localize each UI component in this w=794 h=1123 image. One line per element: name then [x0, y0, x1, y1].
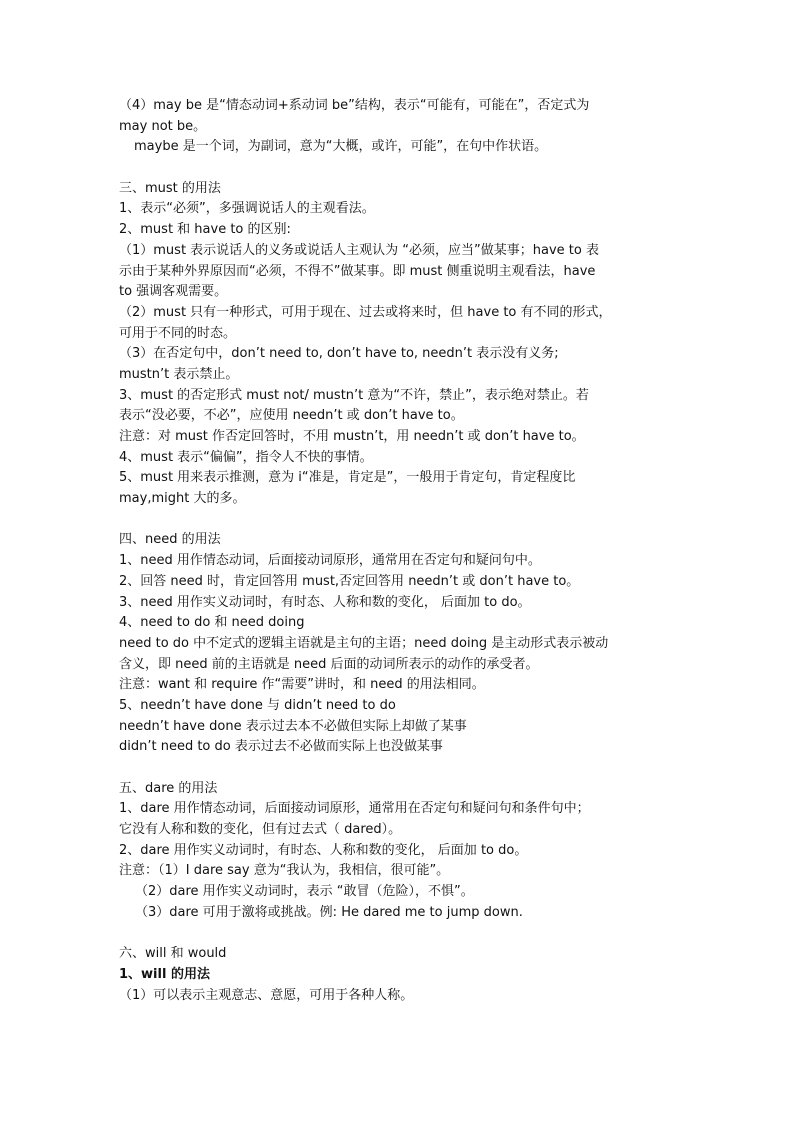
paragraph-line: needn’t have done 表示过去本不必做但实际上却做了某事 — [119, 718, 467, 734]
paragraph-line: 1、need 用作情态动词，后面接动词原形，通常用在否定句和疑问句中。 — [119, 553, 541, 569]
paragraph-line: 含义，即 need 前的主语就是 need 后面的动词所表示的动作的承受者。 — [119, 656, 539, 672]
paragraph-line: to 强调客观需要。 — [119, 284, 228, 300]
paragraph-line: 3、must 的否定形式 must not/ mustn’t 意为“不许，禁止”，表示绝对禁止。若 — [119, 387, 589, 403]
section-heading: 五、dare 的用法 — [119, 780, 218, 796]
document-page — [119, 96, 689, 1006]
paragraph-line: （1）可以表示主观意志、意愿，可用于各种人称。 — [119, 987, 414, 1003]
dare-section — [119, 779, 689, 924]
paragraph-line: 3、need 用作实义动词时，有时态、人称和数的变化， 后面加 to do。 — [119, 594, 531, 610]
paragraph-line: 4、need to do 和 need doing — [119, 615, 305, 631]
paragraph-line: （2）dare 用作实义动词时，表示 “敢冒（危险），不惧”。 — [135, 884, 474, 900]
paragraph-line: （3）dare 可用于激将或挑战。例: He dared me to jump down. — [135, 904, 523, 920]
paragraph-line: 4、must 表示“偏偏”，指令人不快的事情。 — [119, 449, 373, 465]
paragraph-line: （1）must 表示说话人的义务或说话人主观认为 “必须，应当”做某事；have to 表 — [119, 242, 599, 258]
paragraph-line: 注意：want 和 require 作“需要”讲时，和 need 的用法相同。 — [119, 677, 485, 693]
paragraph-line: 注意：（1）I dare say 意为“我认为，我相信，很可能”。 — [119, 863, 450, 879]
paragraph-line: 注意：对 must 作否定回答时，不用 mustn’t，用 needn’t 或 don’t have to。 — [119, 429, 585, 444]
paragraph-line: may not be。 — [119, 118, 207, 134]
paragraph-line: 示由于某种外界原因而“必须，不得不”做某事。即 must 侧重说明主观看法，have — [119, 263, 596, 279]
paragraph-line: （3）在否定句中，don’t need to, don’t have to, needn’t 表示没有义务; — [119, 346, 559, 362]
must-section — [119, 179, 689, 510]
paragraph-line: 5、must 用来表示推测，意为 i“准是，肯定是”，一般用于肯定句，肯定程度比 — [119, 470, 576, 486]
section-gap — [119, 510, 689, 531]
section-gap — [119, 758, 689, 779]
paragraph-line: 它没有人称和数的变化，但有过去式（ dared）。 — [119, 822, 402, 838]
paragraph-line: 5、needn’t have done 与 didn’t need to do — [119, 697, 396, 713]
paragraph-line: （4）may be 是“情态动词+系动词 be”结构，表示“可能有，可能在”，否定式为 — [119, 98, 590, 113]
will-would-section — [119, 944, 689, 1006]
paragraph-line: maybe 是一个词，为副词，意为“大概，或许，可能”，在句中作状语。 — [134, 139, 548, 155]
paragraph-line: 2、回答 need 时，肯定回答用 must,否定回答用 needn’t 或 don’t have to。 — [119, 573, 580, 589]
need-section — [119, 530, 689, 758]
paragraph-line: 可用于不同的时态。 — [119, 325, 237, 341]
paragraph-line: didn’t need to do 表示过去不必做而实际上也没做某事 — [119, 739, 443, 755]
paragraph-line: may,might 大的多。 — [119, 491, 246, 507]
paragraph-line: 1、表示“必须”，多强调说话人的主观看法。 — [119, 201, 375, 217]
paragraph-line: need to do 中不定式的逻辑主语就是主句的主语；need doing 是主动形式表示被动 — [119, 635, 609, 651]
paragraph-line: 2、dare 用作实义动词时，有时态、人称和数的变化， 后面加 to do。 — [119, 842, 528, 858]
paragraph-line: 2、must 和 have to 的区别: — [119, 222, 291, 238]
section-heading: 三、must 的用法 — [119, 180, 221, 196]
paragraph-line: 表示“没必要，不必”，应使用 needn’t 或 don’t have to。 — [119, 408, 464, 424]
section-gap — [119, 924, 689, 945]
paragraph-line: 1、dare 用作情态动词，后面接动词原形，通常用在否定句和疑问句和条件句中； — [119, 801, 590, 817]
subsection-heading: 1、will 的用法 — [119, 966, 210, 982]
section-heading: 六、will 和 would — [119, 946, 227, 962]
paragraph-line: mustn’t 表示禁止。 — [119, 366, 239, 382]
may-be-section — [119, 96, 689, 158]
section-heading: 四、need 的用法 — [119, 532, 221, 548]
paragraph-line: （2）must 只有一种形式，可用于现在、过去或将来时，但 have to 有不同的形式， — [119, 304, 612, 320]
section-gap — [119, 158, 689, 179]
